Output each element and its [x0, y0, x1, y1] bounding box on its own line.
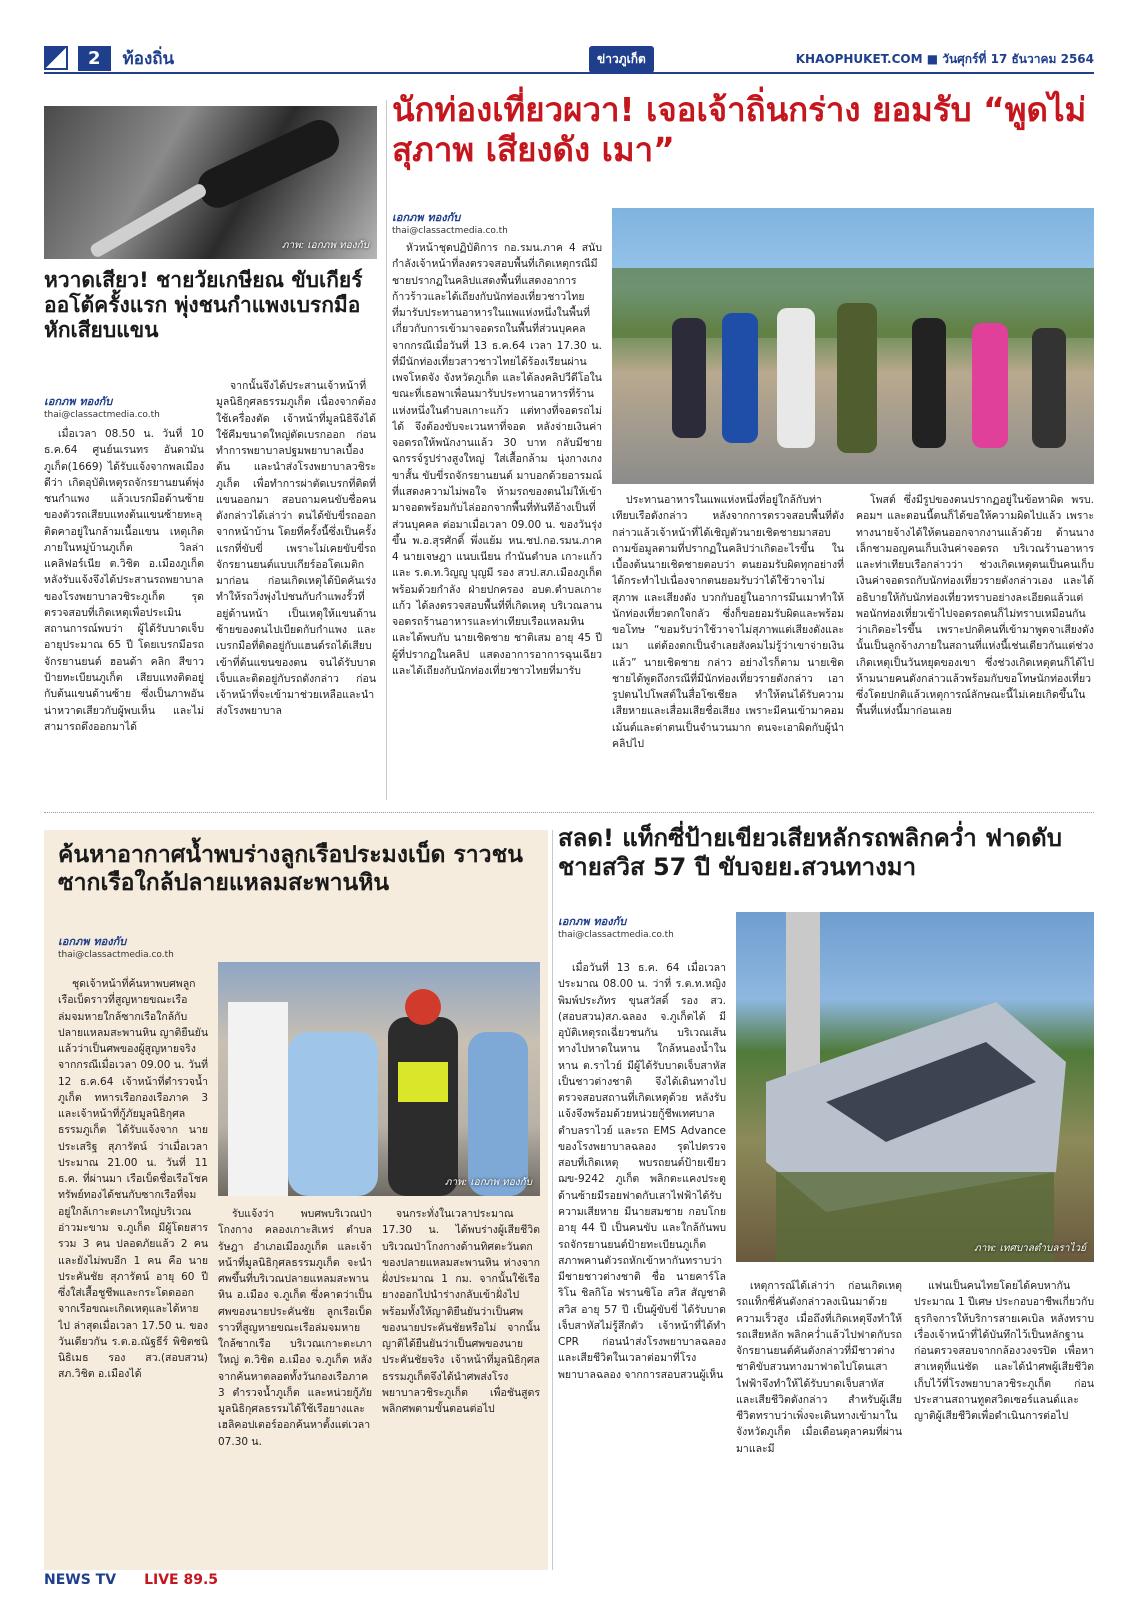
story4-column-3	[914, 1278, 1094, 1566]
author-name: เอกภพ ทองกับ	[58, 935, 127, 948]
photo-credit: ภาพ: เอกภพ ทองกับ	[281, 240, 369, 251]
author-name: เอกภพ ทองกับ	[44, 395, 113, 408]
story4-body-1: เมื่อวันที่ 13 ธ.ค. 64 เมื่อเวลาประมาณ 08.00 น. ว่าที่ ร.ต.ท.หญิง พิมพ์ประภัทร ขุนสวัสดิ์ รอง สว.(สอบสวน)สภ.ฉลอง จ.ภูเก็ตได้ มีอุบัติเหตุรถเฉี่ยวชนกัน บริเวณเส้นทางไปหาดในหาน ใกล้หนองน้ำในหาน ต.ราไวย์ มีผู้ได้รับบาดเจ็บสาหัสเป็นชาวต่างชาติ จึงได้เดินทางไปตรวจสอบสถานที่เกิดเหตุด้วย หลังรับแจ้งจึงพร้อมด้วยหน่วยกู้ชีพเทศบาลตำบลราไวย์ และรถ EMS Advance ของโรงพยาบาลฉลอง รุดไปตรวจสอบที่เกิดเหตุ พบรถยนต์ป้ายเขียว ฌข-9242 ภูเก็ต พลิกตะแคงประตูด้านซ้ายมีรอยฟาดกับเสาไฟฟ้าได้รับความเสียหาย มีนายสมชาย กอบโกย อายุ 44 ปี เป็นคนขับ และใกล้กันพบรถจักรยานยนต์ป้ายทะเบียนภูเก็ต สภาพคานตัวรถหักเข้าหากันทราบว่ามีชายชาวต่างชาติ ชื่อ นายคาร์โล ริโน ชิลกิโอ ฟรานซิโอ สวิส สัญชาติสวิส อายุ 57 ปี เป็นผู้ขับขี่ ได้รับบาดเจ็บสาหัสไม่รู้สึกตัว เจ้าหน้าที่ได้ทำ CPR ก่อนนำส่งโรงพยาบาลฉลอง และเสียชีวิตในเวลาต่อมาที่โรงพยาบาลฉลอง จากการสอบสวนผู้เห็น	[558, 962, 726, 1381]
overturned-taxi-photo	[736, 912, 1094, 1262]
author-name: เอกภพ ทองกับ	[558, 915, 627, 928]
story2-body-3: โพสต์ ซึ่งมีรูปของตนปรากฏอยู่ในข้อหาผิด พรบ. คอมฯ และตอนนี้ตนก็ได้ขอให้ความผิดไปแล้ว เพราะทางนายจ้างได้ให้ตนออกจากงานแล้วด้วย ด้านนางเล็กชามอญคนเก็บเงินค่าจอดรถ บริเวณร้านอาหารและท่าเทียบเรือกล่าวว่า ช่วงเกิดเหตุตนเป็นคนเก็บเงินค่าจอดรถกับนักท่องเที่ยวรายดังกล่าวเอง และได้อธิบายให้กับนักท่องเที่ยวทราบอย่างละเอียดแล้วแต่พอนักท่องเที่ยวเข้าไปจอดรถตนก็ไม่ทราบเหมือนกันว่าเกิดอะไรขึ้น เพราะปกติคนที่เข้ามาพูดจาเสียงดังนั้นเป็นลูกจ้างภายในสถานที่แห่งนี้เช่นเดียวกันแต่ช่วงเกิดเหตุเป็นวันหยุดของเขา ซึ่งช่วงเกิดเหตุตนก็ได้ไปห้ามนายคนดังกล่าวแล้วพร้อมกับขอโทษนักท่องเที่ยว ซึ่งโดยปกติแล้วเหตุการณ์ลักษณะนี้ไม่เคยเกิดขึ้นในพื้นที่แห่งนี้มาก่อนเลย	[856, 494, 1094, 718]
corner-mark	[44, 46, 68, 70]
story2-headline: นักท่องเที่ยวผวา! เจอเจ้าถิ่นกร่าง ยอมรับ “พูดไม่สุภาพ เสียงดัง เมา”	[392, 90, 1087, 169]
officials-walking-photo	[612, 208, 1094, 484]
photo-credit: ภาพ: เทศบาลตำบลราไวย์	[974, 1243, 1086, 1254]
footer-logos	[44, 1572, 218, 1588]
author-email: thai@classactmedia.co.th	[44, 410, 160, 420]
rescue-photo	[218, 962, 540, 1196]
site-name: KHAOPHUKET.COM	[795, 52, 923, 66]
story3-column-1	[58, 976, 208, 1566]
story4-column-2	[736, 1278, 902, 1566]
square-icon: ■	[926, 52, 939, 66]
column-rule	[386, 100, 387, 800]
section-title: ท้องถิ่น	[122, 48, 175, 69]
author-email: thai@classactmedia.co.th	[58, 950, 174, 960]
issue-date: วันศุกร์ที่ 17 ธันวาคม 2564	[942, 52, 1094, 66]
story3-body-1: ชุดเจ้าหน้าที่ค้นหาพบศพลูกเรือเบ็ดราวที่สูญหายขณะเรือล่มจมหายใกล้ซากเรือใกล้กับปลายแหลมสะพานหิน ญาติยืนยันแล้วว่าเป็นศพของผู้สูญหายจริง จากกรณีเมื่อเวลา 09.00 น. วันที่ 12 ธ.ค.64 เจ้าหน้าที่ตำรวจน้ำภูเก็ต ทหารเรือกองเรือภาค 3 และเจ้าหน้าที่กู้ภัยมูลนิธิกุศลธรรมภูเก็ต ได้รับแจ้งจาก นายประเสริฐ สุภารัตน์ ว่าเมื่อเวลาประมาณ 21.00 น. วันที่ 11 ธ.ค. ที่ผ่านมา เรือเบ็ดชื่อเรือโชคทรัพย์ทองได้ชนกับซากเรือที่จมอยู่ใกล้เกาะตะเภาใหญ่บริเวณอ่าวมะขาม จ.ภูเก็ต มีผู้โดยสารรวม 3 คน ปลอดภัยแล้ว 2 คน และยังไม่พบอีก 1 คน คือ นายประคันชัย สุภารัตน์ อายุ 60 ปี ซึ่งใส่เสื้อชูชีพและกระโดดออกจากเรือขณะเกิดเหตุและได้หายไป ล่าสุดเมื่อเวลา 17.50 น. ของวันเดียวกัน ร.ต.อ.ณัฐธีร์ พิชิตชนินิธิเมธ รอง สว.(สอบสวน) สภ.วิชิต อ.เมืองได้	[58, 978, 208, 1381]
brand-logo: ข่าวภูเก็ต	[589, 46, 654, 73]
handlebar-illustration	[44, 106, 377, 259]
photo-credit: ภาพ: เอกภพ ทองกับ	[444, 1177, 532, 1188]
author-email: thai@classactmedia.co.th	[392, 226, 508, 236]
story3-column-2	[218, 1206, 372, 1566]
live-radio-logo: LIVE 89.5	[144, 1572, 219, 1588]
story2-column-2	[612, 492, 844, 802]
story1-column-2	[216, 378, 376, 802]
story2-column-1	[392, 240, 602, 802]
horizontal-rule	[44, 812, 1094, 813]
story3-body-2: รับแจ้งว่า พบศพบริเวณป่าโกงกาง คลองเกาะสิเหร่ ตำบลรัษฎา อำเภอเมืองภูเก็ต และเจ้าหน้าที่มูลนิธิกุศลธรรมภูเก็ต จะนำศพขึ้นที่บริเวณปลายแหลมสะพานหิน อ.เมือง จ.ภูเก็ต ซึ่งคาดว่าเป็นศพของนายประคันชัย ลูกเรือเบ็ดราวที่สูญหายขณะเรือล่มจมหายใกล้ซากเรือ บริเวณเกาะตะเภาใหญ่ ต.วิชิต อ.เมือง จ.ภูเก็ต หลังจากค้นหาตลอดทั้งวันกองเรือภาค 3 ตำรวจน้ำภูเก็ต และหน่วยกู้ภัยมูลนิธิกุศลธรรมได้ใช้เรือยางและเฮลิคอปเตอร์ออกค้นหาตั้งแต่เวลา 07.30 น.	[218, 1208, 372, 1448]
masthead	[44, 44, 1094, 74]
story2-byline	[392, 208, 592, 236]
story3-column-3	[382, 1206, 540, 1566]
story2-body-1: หัวหน้าชุดปฏิบัติการ กอ.รมน.ภาค 4 สนับกำลังเจ้าหน้าที่ลงตรวจสอบพื้นที่เกิดเหตุกรณีมีชายปรากฏในคลิปแสดงพื้นที่แสดงอาการก้าวร้าวและได้เถียงกับนักท่องเที่ยวชาวไทย ที่มารับประทานอาหารในแพแห่งหนึ่งในพื้นที่ เกี่ยวกับการเข้ามาจอดรถในพื้นที่ส่วนบุคคล จากกรณีเมื่อวันที่ 13 ธ.ค.64 เวลา 17.30 น. ที่มีนักท่องเที่ยวสาวชาวไทยได้ร้องเรียนผ่านเพจโหดจัง จังหวัดภูเก็ต และได้ลงคลิปวีดีโอในขณะที่เธอพาเพื่อนมารับประทานอาหารที่ร้านแห่งหนึ่งในตำบลเกาะแก้ว แต่ทางที่จอดรถไม่ได้ จึงต้องขับจะเวนหาที่จอด หลังจ่ายเงินค่าจอดรถให้พนักงานแล้ว 30 บาท กลับมีชายฉกรรจ์รูปร่างสูงใหญ่ ใส่เสื้อกล้าม นุ่งกางเกงขาสั้น ขับขี่รถจักรยานยนต์ มาบอกด้วยอารมณ์ที่แสดงความไม่พอใจ ห้ามรถของตนไม่ให้เข้ามาจอดพร้อมกับไล่ออกจากพื้นที่ทันทีอ้างเป็นที่ส่วนบุคคล ต่อมาเมื่อเวลา 09.00 น. ของวันรุ่งขึ้น พ.อ.สุรศักดิ์ พึ่งแย้ม หน.ชป.กอ.รมน.ภาค 4 นายเจษฎา แนบเนียน กำนันตำบล เกาะแก้ว และ ร.ต.ท.วิญญู บุญมี รอง สวป.สภ.เมืองภูเก็ต พร้อมด้วยกำลัง ฝ่ายปกครอง อบต.ตำบลเกาะแก้ว ได้ลงตรวจสอบพื้นที่ที่เกิดเหตุ บริเวณลานจอดรถร้านอาหารและท่าเทียบเรือแหลมหินและได้พบกับ นายเชิดชาย ชาติเสม อายุ 45 ปี ผู้ที่ปรากฏในคลิป แสดงอาการอาการฉุนเฉียวและได้เถียงกับนักท่องเที่ยวชาวไทยที่มารับ	[392, 242, 602, 677]
story3-body-3: จนกระทั่งในเวลาประมาณ 17.30 น. ได้พบร่างผู้เสียชีวิตบริเวณป่าโกงกางด้านทิศตะวันตกของปลายแหลมสะพานหิน ห่างจากฝั่งประมาณ 1 กม. จากนั้นใช้เรือยางออกไปนำร่างกลับเข้าฝั่งไป พร้อมทั้งให้ญาติยืนยันว่าเป็นศพของนายประคันชัยหรือไม่ จากนั้นญาติได้ยืนยันว่าเป็นศพของนายประคันชัยจริง เจ้าหน้าที่มูลนิธิกุศลธรรมภูเก็ตจึงได้นำศพส่งโรงพยาบาลวชิระภูเก็ต เพื่อชันสูตรพลิกศพตามขั้นตอนต่อไป	[382, 1208, 540, 1416]
story4-column-1	[558, 960, 726, 1566]
group-illustration	[612, 208, 1094, 484]
newstv-logo: NEWS TV	[44, 1572, 117, 1588]
handlebar-photo	[44, 106, 377, 259]
page-number: 2	[78, 46, 111, 71]
story1-headline: หวาดเสียว! ชายวัยเกษียณ ขับเกียร์ออโต้ครั้งแรก พุ่งชนกำแพงเบรกมือหักเสียบแขน	[44, 268, 363, 343]
story4-headline: สลด! แท็กซี่ป้ายเขียวเสียหลักรถพลิกคว่ำ ฟาดดับชายสวิส 57 ปี ขับจยย.สวนทางมา	[558, 824, 1062, 881]
dateline	[796, 50, 1094, 69]
story2-body-2: ประทานอาหารในแพแห่งหนึ่งที่อยู่ใกล้กับท่าเทียบเรือดังกล่าว หลังจากการตรวจสอบพื้นที่ดังกล่าวแล้วเจ้าหน้าที่ได้เชิญตัวนายเชิดชายมาสอบถามข้อมูลตามที่ปรากฏในคลิปว่าเกิดอะไรขึ้น ในเบื้องต้นนายเชิดชายตอบว่า ตนยอมรับผิดทุกอย่างที่ได้กระทำไปเนื่องจากตนยอมรับว่าได้ใช้วาจาไม่สุภาพ และเสียงดัง บวกกับอยู่ในอาการมึนเมาทำให้นักท่องเที่ยวตกใจกลัว ซึ่งก็ขอยอมรับผิดและพร้อมขอโทษ “ขอมรับว่าใช้วาจาไม่สุภาพแต่เสียงดังและเมา แต่ต้องตกเป็นจำเลยสังคมไม่รู้ว่าเขาจ่ายเงินแล้ว” นายเชิดชาย กล่าว อย่างไรก็ตาม นายเชิดชายได้พูดถึงกรณีที่มีนักท่องเที่ยวรายดังกล่าว เอารูปตนไปโพสต์ในสื่อโซเชียล ทำให้ตนได้รับความเสียหายและเสื่อมเสียชื่อเสียง เพราะมีคนเข้ามาคอมเม้นต์และด่าตนเป็นจำนวนมาก ตนจะเอาผิดกับผู้นำคลิปไป	[612, 494, 844, 750]
story3-headline: ค้นหาอากาศน้ำพบร่างลูกเรือประมงเบ็ด ราวชนซากเรือใกล้ปลายแหลมสะพานหิน	[58, 842, 523, 896]
story1-body-2: จากนั้นจึงได้ประสานเจ้าหน้าที่มูลนิธิกุศลธรรมภูเก็ต เนื่องจากต้องใช้เครื่องตัด เจ้าหน้าที่มูลนิธิจึงได้ใช้คีมขนาดใหญ่ตัดเบรกออก ก่อนทำการพยาบาลปฐมพยาบาลเบื้องต้น และนำส่งโรงพยาบาลวชิระภูเก็ต เพื่อทำการผ่าตัดเบรกที่ติดที่แขนออกมา สอบถามคนขับชื่อคนดังกล่าวได้เล่าว่า ตนได้ขับขี่รถออกจากหน้าบ้าน โดยที่ครั้งนี้ซึ่งเป็นครั้งแรกที่ขับขี่ เพราะไม่เคยขับขี่รถจักรยานยนต์แบบเกียร์ออโตเมติกมาก่อน ก่อนเกิดเหตุได้บิดคันเร่งทำให้รถวิ่งพุ่งไปชนกับกำแพงรั้วที่อยู่ด้านหน้า เป็นเหตุให้แขนด้านซ้ายของตนไปเบียดกับกำแพง และเบรกมือที่ติดอยู่กับแฮนด์รถได้เสียบเข้าที่ต้นแขนของตน จนได้รับบาดเจ็บและติดอยู่กับรถดังกล่าว ก่อนเจ้าหน้าที่จะเข้ามาช่วยเหลือและนำส่งโรงพยาบาล	[216, 380, 376, 718]
story1-column-1	[44, 426, 204, 802]
author-email: thai@classactmedia.co.th	[558, 930, 674, 940]
story2-column-3	[856, 492, 1094, 802]
rescue-illustration	[218, 962, 540, 1196]
story4-body-2: เหตุการณ์ได้เล่าว่า ก่อนเกิดเหตุรถแท็กซี่คันดังกล่าวลงเนินมาด้วยความเร็วสูง เมื่อถึงที่เกิดเหตุจึงทำให้รถเสียหลัก พลิกคว่ำแล้วไปฟาดกับรถจักรยานยนต์คันดังกล่าวที่มีชาวต่างชาติขับสวนทางมาฟาดไปโดนเสาไฟฟ้าจึงทำให้ได้รับบาดเจ็บสาหัสและเสียชีวิตดังกล่าว สำหรับผู้เสียชีวิตทราบว่าเพิ่งจะเดินทางเข้ามาในจังหวัดภูเก็ต เมื่อเดือนตุลาคมที่ผ่านมาและมี	[736, 1280, 902, 1455]
story4-body-3: แฟนเป็นคนไทยโดยได้คบหากันประมาณ 1 ปีเศษ ประกอบอาชีพเกี่ยวกับธุรกิจการให้บริการสายเคเบิล หลังทราบเรื่องเจ้าหน้าที่ได้บันทึกไว้เป็นหลักฐาน ก่อนตรวจสอบจากกล้องวงจรปิด เพื่อหาสาเหตุที่แน่ชัด และได้นำศพผู้เสียชีวิตเก็บไว้ที่โรงพยาบาลวชิระภูเก็ต ก่อนประสานสถานทูตสวิตเซอร์แลนด์และญาติผู้เสียชีวิตเพื่อดำเนินการต่อไป	[914, 1280, 1094, 1423]
story4-byline	[558, 912, 758, 940]
story1-body-1: เมื่อเวลา 08.50 น. วันที่ 10 ธ.ค.64 ศูนย์นเรนทร อันดามันภูเก็ต(1669) ได้รับแจ้งจากพลเมืองดีว่า เกิดอุบัติเหตุรถจักรยานยนต์พุ่งชนกำแพง แล้วเบรกมือด้านซ้ายของตัวรถเสียบแทงต้นแขนซ้ายทะลุ ติดคาอยู่ในกล้ามเนื้อแขน เหตุเกิดภายในหมู่บ้านภูเก็ต วิลล่า แคลิฟอร์เนีย ต.วิชิต อ.เมืองภูเก็ต หลังรับแจ้งจึงได้ประสานรถพยาบาลของโรงพยาบาลวชิระภูเก็ต รุดตรวจสอบที่เกิดเหตุเพื่อประเมินสถานการณ์พบว่า ผู้ได้รับบาดเจ็บ อายุประมาณ 65 ปี โดยเบรกมือรถจักรยานยนต์ ฮอนด้า คลิก สีขาว ป้ายทะเบียนภูเก็ต เสียบแทงติดอยู่กับต้นแขนด้านซ้าย ซึ่งเป็นภาพอันน่าหวาดเสียวกับผู้พบเห็น และไม่สามารถดึงออกมาได้	[44, 428, 204, 733]
story3-byline	[58, 932, 258, 960]
column-rule	[552, 830, 553, 1570]
author-name: เอกภพ ทองกับ	[392, 211, 461, 224]
taxi-illustration	[736, 912, 1094, 1262]
